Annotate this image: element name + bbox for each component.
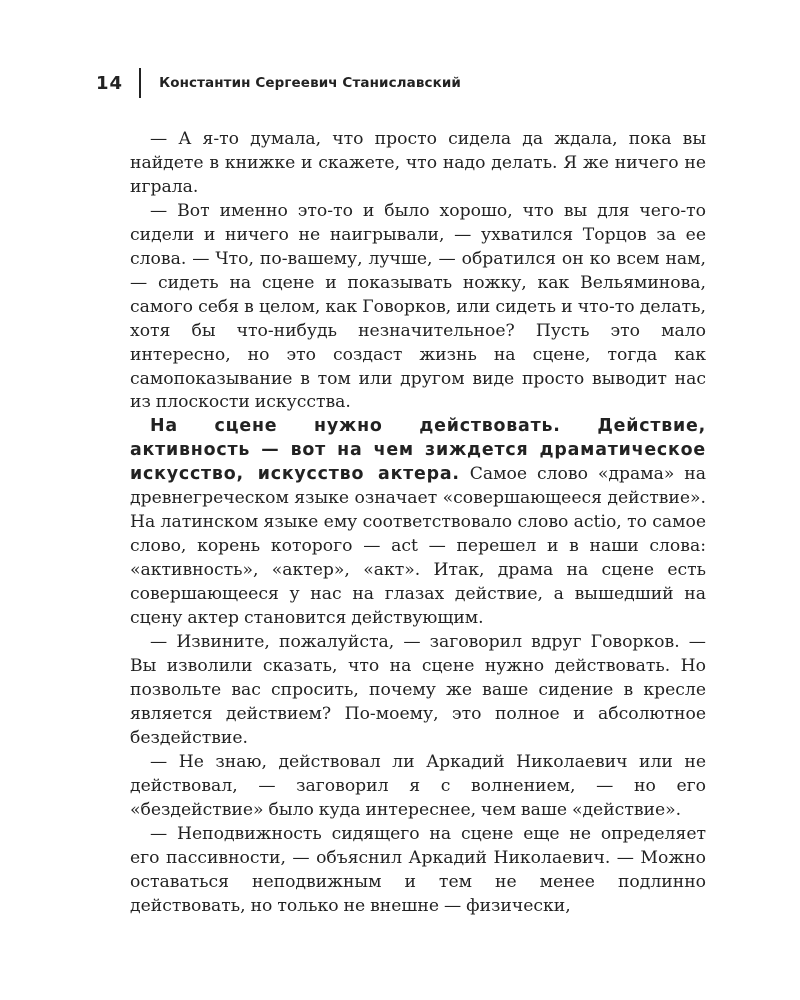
- paragraph-text: — Неподвижность сидящего на сцене еще не определяет его пассивности, — объяснил Аркадий Николаевич. — Можно оставаться неподвижным и тем не менее подлинно действовать, но только не внешне — физически,: [130, 823, 706, 916]
- page-header: [96, 68, 461, 98]
- body-text: [130, 128, 706, 918]
- paragraph: [130, 200, 706, 416]
- paragraph-text: — Извините, пожалуйста, — заговорил вдруг Говорков. — Вы изволили сказать, что на сцене нужно действовать. Но позвольте вас спросить, почему же ваше сидение в кресле является действием? По-моему, это полное и абсолютное бездействие.: [130, 632, 706, 748]
- emphasized-statement: На сцене нужно действовать. Действие, активность — вот на чем зиждется драматическое искусство, искусство актера.: [130, 416, 706, 485]
- paragraph: [130, 415, 706, 631]
- paragraph-text: — Не знаю, действовал ли Аркадий Николаевич или не действовал, — заговорил я с волнением, — но его «бездействие» было куда интереснее, чем ваше «действие».: [130, 751, 706, 820]
- running-title: Константин Сергеевич Станиславский: [159, 75, 461, 91]
- paragraph: [130, 128, 706, 200]
- paragraph: [130, 823, 706, 919]
- paragraph-text: — А я-то думала, что просто сидела да ждала, пока вы найдете в книжке и скажете, что надо делать. Я же ничего не играла.: [130, 129, 706, 197]
- paragraph: [130, 751, 706, 823]
- page-number: 14: [96, 72, 124, 94]
- paragraph-text: — Вот именно это-то и было хорошо, что вы для чего-то сидели и ничего не наигрывали, — ухватился Торцов за ее слова. — Что, по-вашему, лучше, — обратился он ко всем нам, — сидеть на сцене и показывать ножку, как Вельяминова, самого себя в целом, как Говорков, или сидеть и что-то делать, хотя бы что-нибудь незначительное? Пусть это мало интересно, но это создаст жизнь на сцене, тогда как самопоказывание в том или другом виде просто выводит нас из плоскости искусства.: [130, 200, 706, 413]
- paragraph-text: Самое слово «драма» на древнегреческом языке означает «совершающееся действие». На латинском языке ему соответствовало слово actio, то самое слово, корень которого — act — перешел и в наши слова: «активность», «актер», «акт». Итак, драма на сцене есть совершающееся у нас на глазах действие, а вышедший на сцену актер становится действующим.: [130, 464, 706, 629]
- paragraph: [130, 631, 706, 751]
- header-divider: [139, 68, 141, 98]
